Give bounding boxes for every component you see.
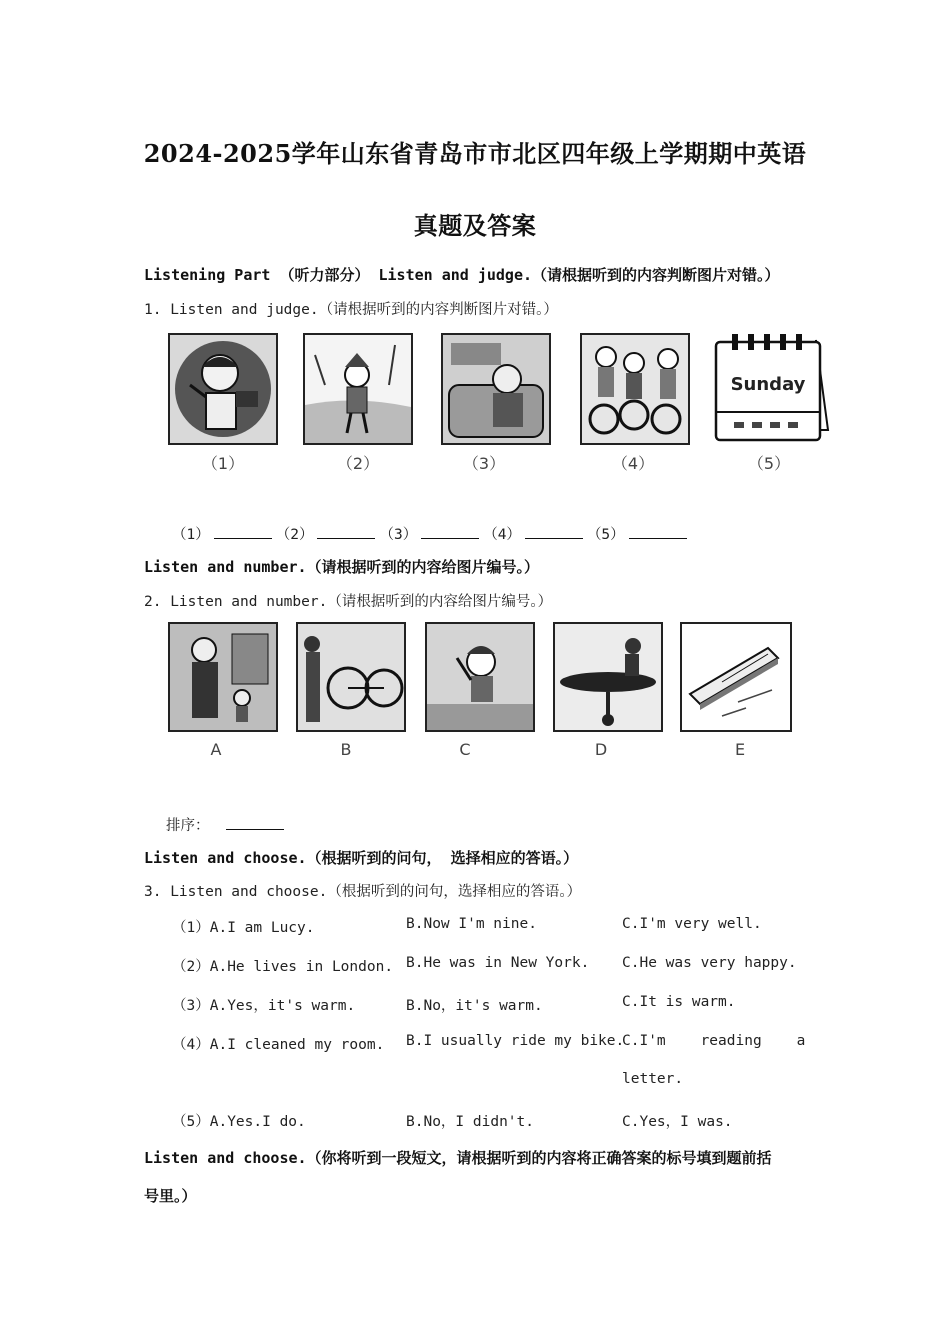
option-c[interactable]: C.He was very happy.: [622, 955, 797, 971]
listen-and-choose-heading: Listen and choose.（根据听到的问句， 选择相应的答语。）: [144, 849, 579, 867]
option-b[interactable]: B.I usually ride my bike.: [406, 1033, 625, 1049]
question-2-prompt: 2. Listen and number.（请根据听到的内容给图片编号。）: [144, 594, 553, 610]
listen-and-choose-passage-heading-continued: 号里。）: [144, 1187, 197, 1205]
option-a[interactable]: （4）A.I cleaned my room.: [172, 1037, 385, 1053]
answer-blank[interactable]: [317, 524, 375, 539]
answer-label: （2）: [275, 527, 314, 543]
option-a[interactable]: （1）A.I am Lucy.: [172, 920, 315, 936]
option-b[interactable]: B.No，it's warm.: [406, 998, 543, 1014]
question-1-prompt: 1. Listen and judge.（请根据听到的内容判断图片对错。）: [144, 302, 558, 318]
answer-blank[interactable]: [525, 524, 583, 539]
picture-caption: C: [459, 740, 471, 759]
answer-label: （4）: [483, 527, 521, 543]
order-label: 排序：: [166, 818, 210, 834]
option-b[interactable]: B.No，I didn't.: [406, 1114, 534, 1130]
picture-caption: （4）: [611, 454, 655, 473]
sunday-calendar-icon: [712, 330, 830, 442]
picture-caption: （1）: [201, 454, 245, 473]
picture-caption: （2）: [336, 454, 380, 473]
document-title-line-1: 2024-2025学年山东省青岛市市北区四年级上学期期中英语: [143, 139, 807, 168]
document-title-line-2: 真题及答案: [413, 211, 537, 240]
listening-part-heading: Listening Part （听力部分） Listen and judge.（请根据听到的内容判断图片对错。）: [144, 266, 780, 284]
picture-caption: （5）: [747, 454, 791, 473]
old-bicycle-icon: [296, 622, 406, 732]
picture-caption: A: [210, 740, 222, 759]
old-airplane-icon: [553, 622, 663, 732]
picture-caption: B: [340, 740, 352, 759]
answer-blank[interactable]: [629, 524, 687, 539]
answer-blank[interactable]: [421, 524, 479, 539]
option-a[interactable]: （5）A.Yes.I do.: [172, 1114, 306, 1130]
answer-label: （5）: [586, 527, 625, 543]
picture-caption: E: [734, 740, 746, 759]
answer-label: （1）: [172, 527, 210, 543]
option-c-continued: letter.: [622, 1071, 684, 1087]
picture-caption: （3）: [462, 454, 506, 473]
answer-label: （3）: [379, 527, 418, 543]
girl-in-snow-icon: [303, 333, 413, 445]
option-b[interactable]: B.He was in New York.: [406, 955, 590, 971]
question-3-prompt: 3. Listen and choose.（根据听到的问句，选择相应的答语。）: [144, 884, 582, 900]
answer-blank[interactable]: [214, 524, 272, 539]
listen-and-choose-passage-heading: Listen and choose.（你将听到一段短文，请根据听到的内容将正确答案的标号填到题前括: [144, 1149, 772, 1167]
option-c[interactable]: C.Yes，I was.: [622, 1114, 733, 1130]
option-b[interactable]: B.Now I'm nine.: [406, 916, 537, 932]
option-a[interactable]: （2）A.He lives in London.: [172, 959, 394, 975]
listen-and-number-heading: Listen and number.（请根据听到的内容给图片编号。）: [144, 558, 540, 576]
ruler-icon: [680, 622, 792, 732]
order-blank[interactable]: [226, 815, 284, 830]
option-a[interactable]: （3）A.Yes，it's warm.: [172, 998, 356, 1014]
option-c[interactable]: C.I'm very well.: [622, 916, 762, 932]
option-c[interactable]: C.It is warm.: [622, 994, 736, 1010]
photographer-boy-icon: [168, 333, 278, 445]
question-1-answer-blanks: [172, 523, 691, 544]
girl-on-sofa-icon: [441, 333, 551, 445]
man-and-child-icon: [168, 622, 278, 732]
calendar-day-label: Sunday: [730, 374, 806, 395]
children-on-bikes-icon: [580, 333, 690, 445]
boy-waving-icon: [425, 622, 535, 732]
picture-caption: D: [594, 740, 608, 759]
ordering-answer-line: [166, 814, 288, 835]
option-c[interactable]: C.I'm reading a: [622, 1033, 806, 1049]
